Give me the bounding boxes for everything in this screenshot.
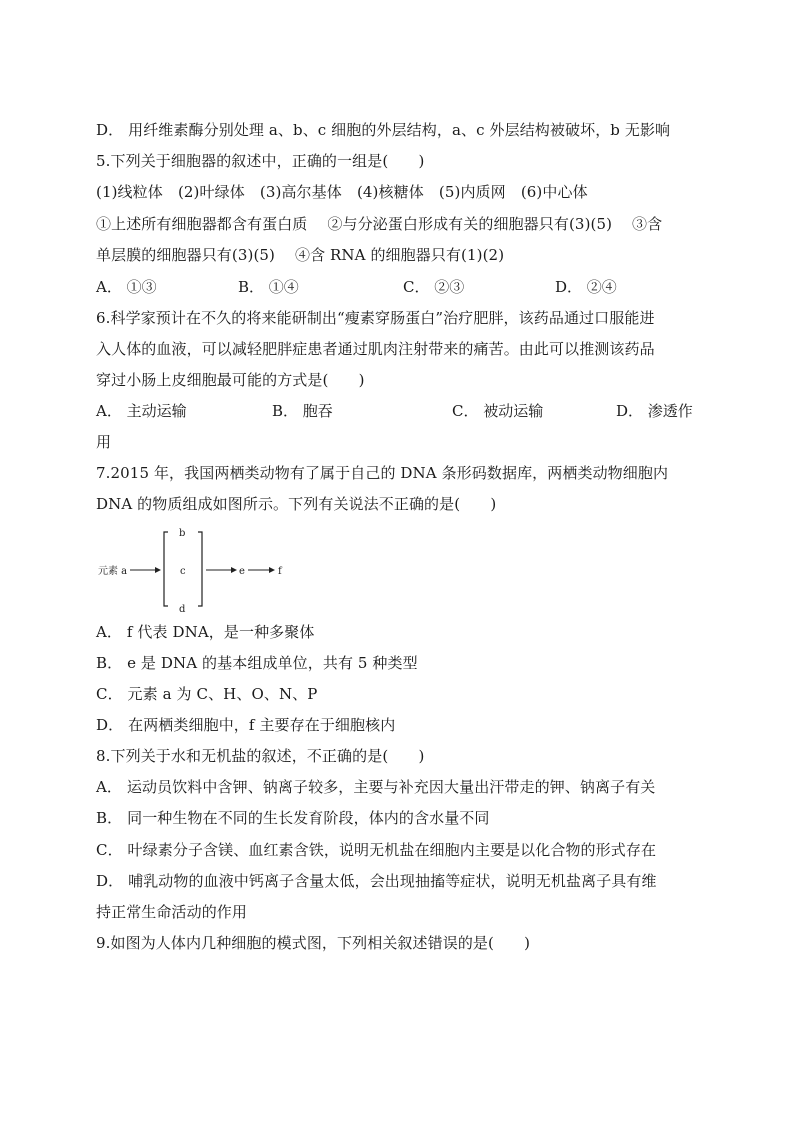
diagram-label-e: e	[239, 566, 245, 577]
q7-stem-line1: 7.2015 年，我国两栖类动物有了属于自己的 DNA 条形码数据库，两栖类动物细胞内	[96, 464, 669, 482]
diagram-label-f: f	[278, 566, 282, 577]
diagram-label-c: c	[180, 566, 186, 577]
q6-option-d: D． 渗透作	[616, 402, 693, 420]
dna-composition-diagram	[96, 520, 316, 616]
q7-option-d: D． 在两栖类细胞中，f 主要存在于细胞核内	[96, 716, 396, 734]
q5-option-b: B． ①④	[238, 278, 299, 296]
q6-stem-line2: 入人体的血液，可以减轻肥胖症患者通过肌肉注射带来的痛苦。由此可以推测该药品	[96, 340, 655, 358]
q8-stem: 8.下列关于水和无机盐的叙述，不正确的是( )	[96, 747, 425, 765]
q6-option-d-wrap: 用	[96, 433, 112, 451]
q5-statements-line1: ①上述所有细胞器都含有蛋白质 ②与分泌蛋白形成有关的细胞器只有(3)(5) ③含	[96, 215, 663, 233]
q8-option-d-wrap: 持正常生命活动的作用	[96, 903, 248, 921]
q8-option-a: A． 运动员饮料中含钾、钠离子较多，主要与补充因大量出汗带走的钾、钠离子有关	[96, 778, 656, 796]
q8-option-c: C． 叶绿素分子含镁、血红素含铁，说明无机盐在细胞内主要是以化合物的形式存在	[96, 841, 657, 859]
q6-stem-line1: 6.科学家预计在不久的将来能研制出“瘦素穿肠蛋白”治疗肥胖，该药品通过口服能进	[96, 309, 655, 327]
q7-option-b: B． e 是 DNA 的基本组成单位，共有 5 种类型	[96, 654, 418, 672]
diagram-right-bracket	[198, 532, 202, 606]
q4-option-d: D． 用纤维素酶分别处理 a、b、c 细胞的外层结构，a、c 外层结构被破坏，b 无影响	[96, 121, 671, 139]
q8-option-b: B． 同一种生物在不同的生长发育阶段，体内的含水量不同	[96, 809, 490, 827]
q5-option-c: C． ②③	[403, 278, 465, 296]
q6-option-a: A． 主动运输	[96, 402, 187, 420]
q6-option-b: B． 胞吞	[272, 402, 333, 420]
diagram-label-d: d	[179, 604, 186, 615]
q5-option-d: D． ②④	[555, 278, 617, 296]
q5-stem: 5.下列关于细胞器的叙述中，正确的一组是( )	[96, 152, 425, 170]
q5-option-a: A． ①③	[96, 278, 157, 296]
diagram-element-a-label: 元素 a	[98, 566, 128, 577]
q6-stem-line3: 穿过小肠上皮细胞最可能的方式是( )	[96, 371, 365, 389]
q7-option-a: A． f 代表 DNA，是一种多聚体	[96, 623, 315, 641]
q5-statements-line2: 单层膜的细胞器只有(3)(5) ④含 RNA 的细胞器只有(1)(2)	[96, 246, 505, 264]
diagram-label-b: b	[179, 528, 186, 539]
q5-items: (1)线粒体 (2)叶绿体 (3)高尔基体 (4)核糖体 (5)内质网 (6)中心体	[96, 183, 588, 201]
q6-option-c: C． 被动运输	[452, 402, 544, 420]
q7-stem-line2: DNA 的物质组成如图所示。下列有关说法不正确的是( )	[96, 495, 497, 513]
q9-stem: 9.如图为人体内几种细胞的模式图，下列相关叙述错误的是( )	[96, 934, 531, 952]
q7-option-c: C． 元素 a 为 C、H、O、N、P	[96, 685, 318, 703]
diagram-left-bracket	[164, 532, 168, 606]
q8-option-d: D． 哺乳动物的血液中钙离子含量太低，会出现抽搐等症状，说明无机盐离子具有维	[96, 872, 657, 890]
